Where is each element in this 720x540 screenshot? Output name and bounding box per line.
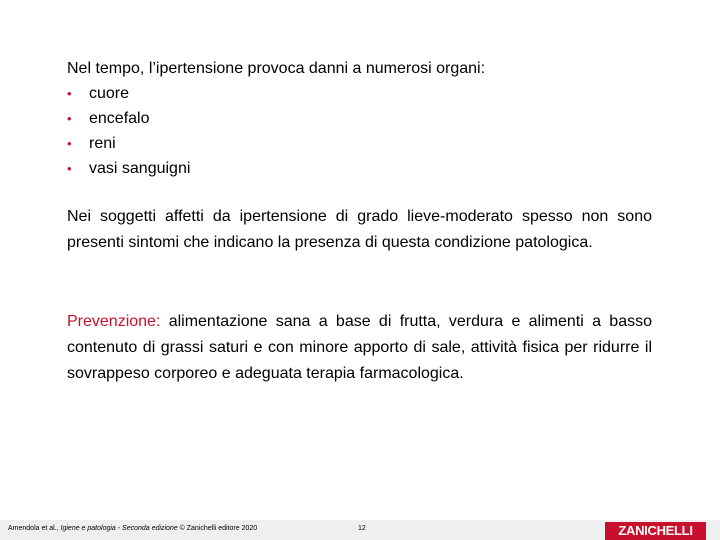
zanichelli-logo: ZANICHELLI bbox=[605, 522, 706, 540]
list-item-label: vasi sanguigni bbox=[89, 160, 191, 177]
intro-block bbox=[67, 56, 667, 181]
credit-publisher: © Zanichelli editore 2020 bbox=[177, 525, 258, 532]
prevention-text: alimentazione sana a base di frutta, verdura e alimenti a basso contenuto di grassi saturi e con minore apporto di sale, attività fisica per ridurre il sovrappeso corporeo e adeguata terapia farmacologica. bbox=[67, 313, 652, 382]
prevention-paragraph bbox=[67, 309, 652, 387]
bullet-icon: • bbox=[67, 161, 72, 176]
organ-list bbox=[67, 81, 667, 181]
bullet-icon: • bbox=[67, 111, 72, 126]
symptoms-paragraph: Nei soggetti affetti da ipertensione di grado lieve-moderato spesso non sono presenti sintomi che indicano la presenza di questa condizione patologica. bbox=[67, 208, 652, 251]
list-item bbox=[67, 106, 667, 131]
intro-text: Nel tempo, l’ipertensione provoca danni a numerosi organi: bbox=[67, 60, 486, 77]
list-item bbox=[67, 156, 667, 181]
bullet-icon: • bbox=[67, 136, 72, 151]
prevention-label: Prevenzione: bbox=[67, 313, 161, 330]
page-number: 12 bbox=[358, 525, 366, 532]
list-item-label: cuore bbox=[89, 85, 130, 102]
footer-credit bbox=[8, 524, 257, 534]
list-item-label: reni bbox=[89, 135, 116, 152]
credit-authors: Amendola et al., bbox=[8, 525, 61, 532]
list-item bbox=[67, 81, 667, 106]
list-item-label: encefalo bbox=[89, 110, 150, 127]
list-item bbox=[67, 131, 667, 156]
credit-title: Igiene e patologia - Seconda edizione bbox=[60, 525, 178, 532]
bullet-icon: • bbox=[67, 86, 72, 101]
